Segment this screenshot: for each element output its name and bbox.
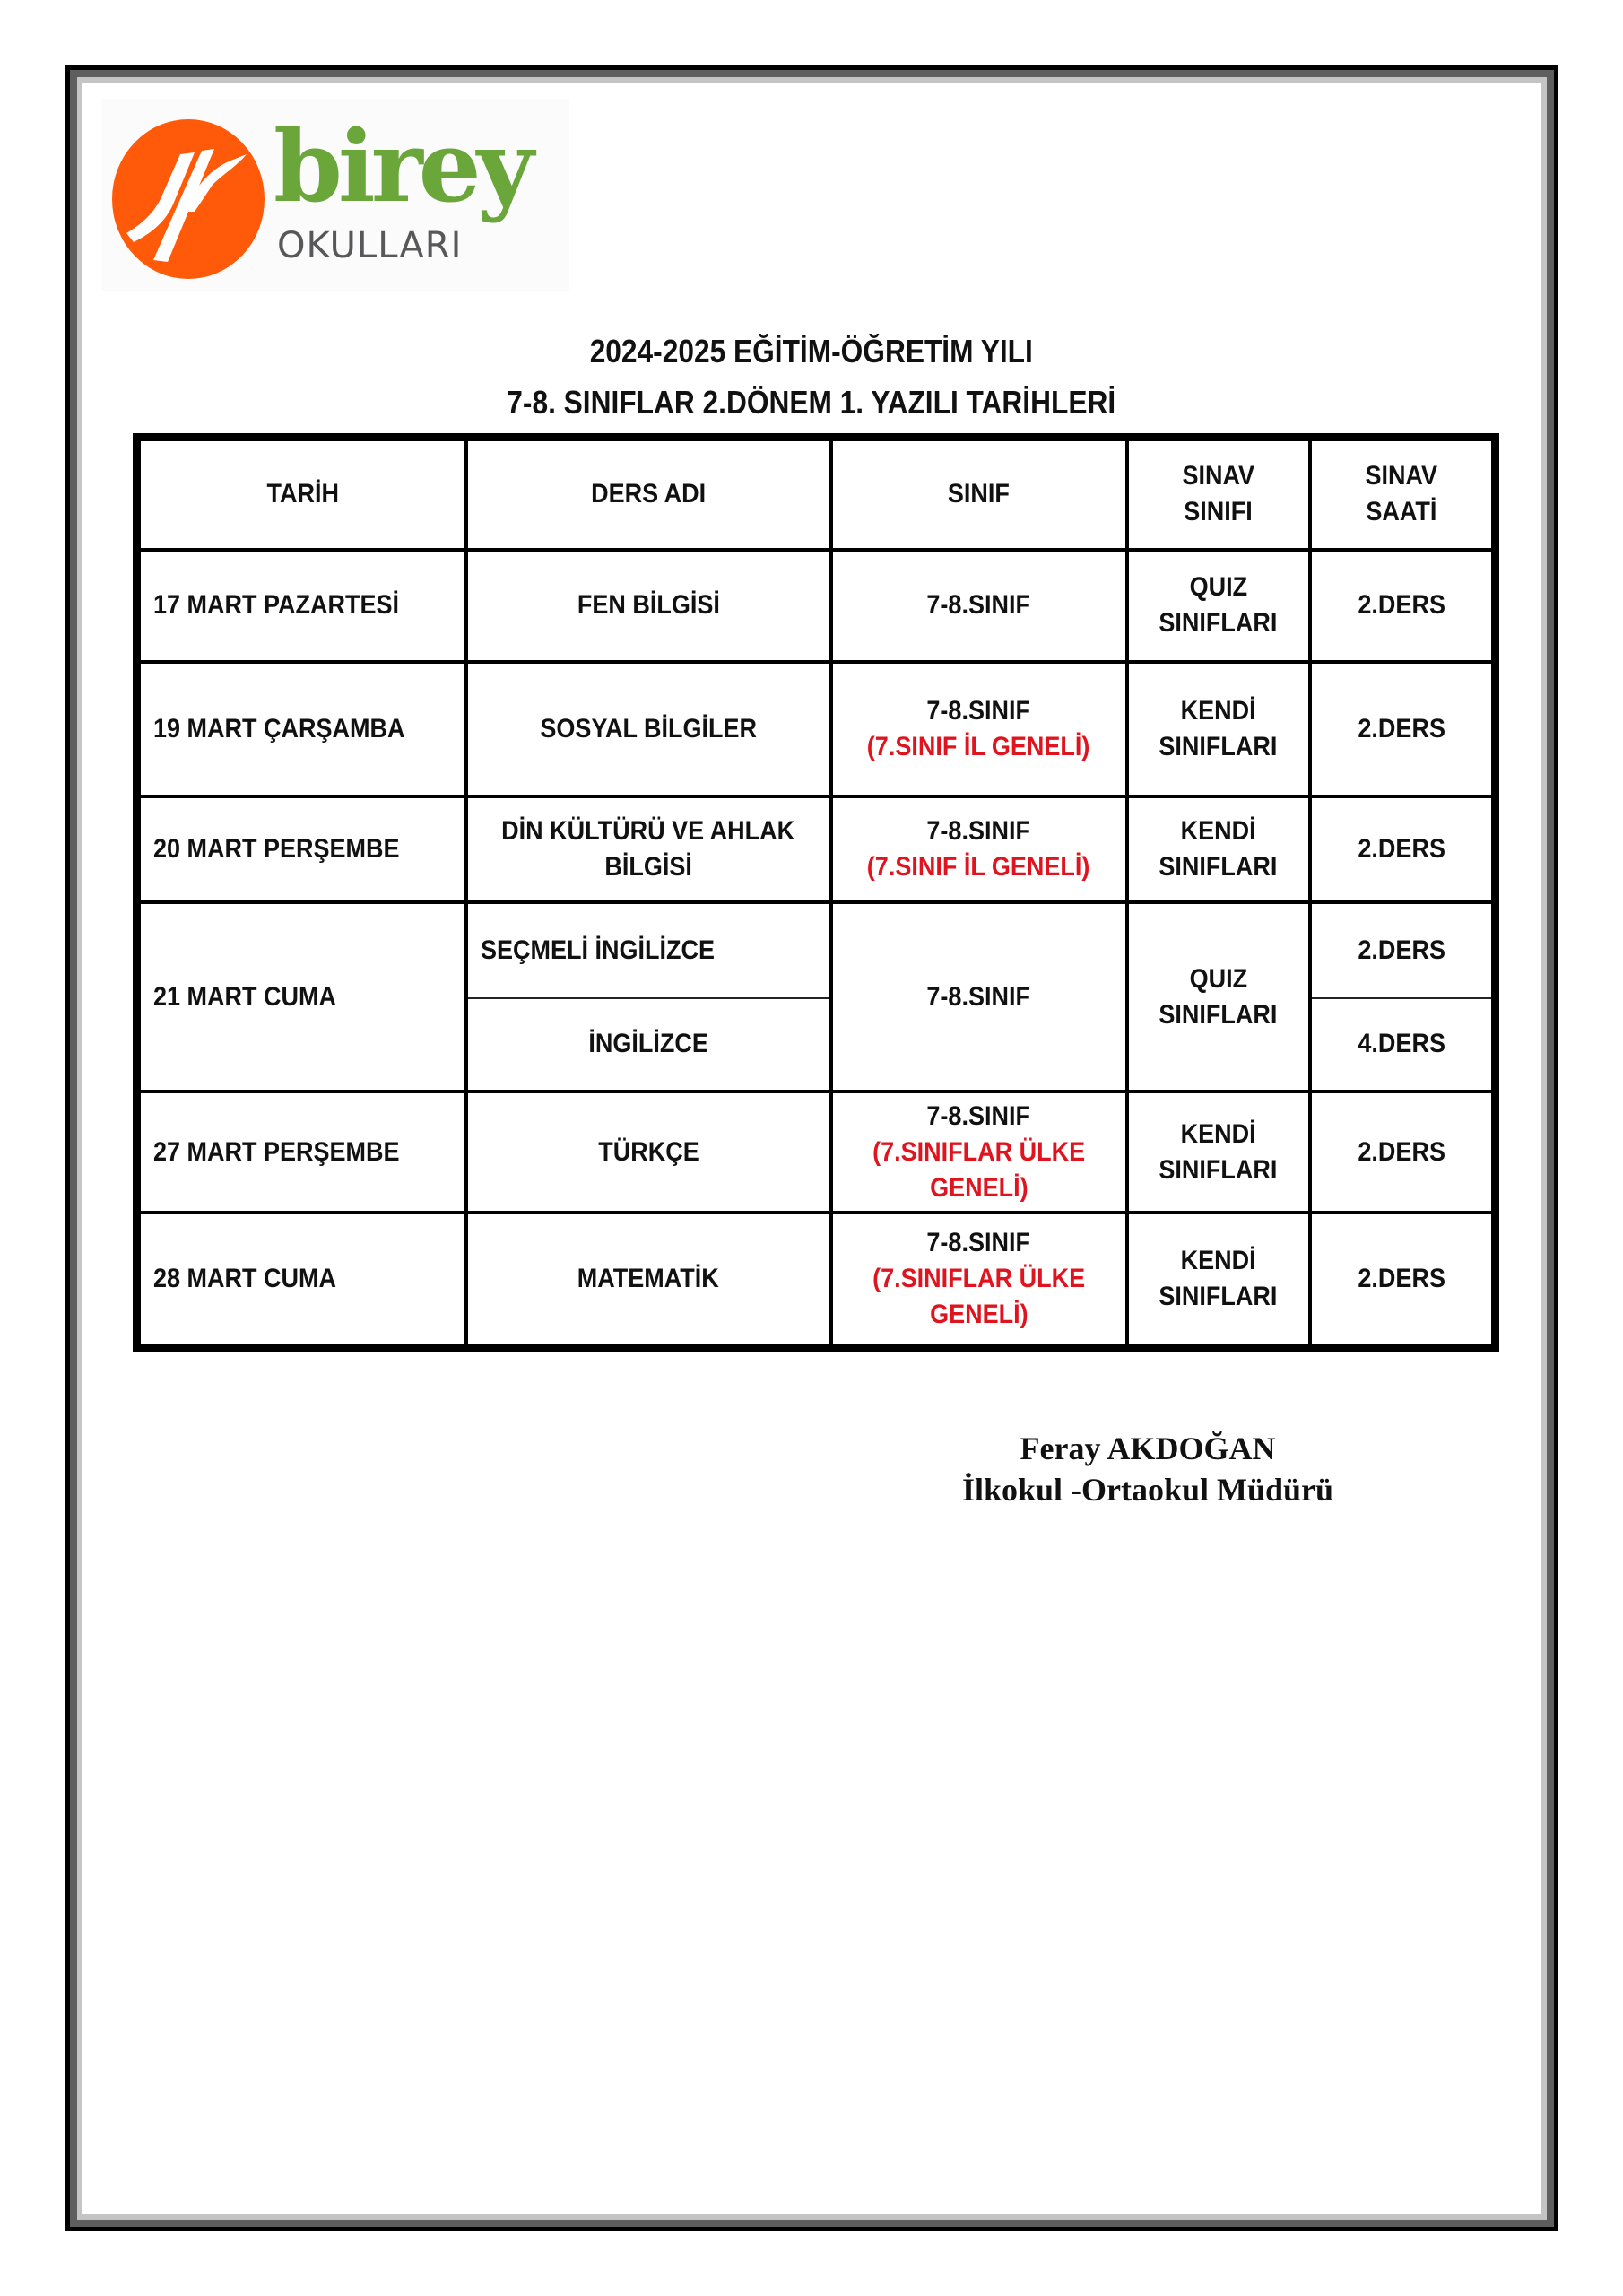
logo-subtitle: OKULLARI [277,225,463,266]
table-row [137,1213,1496,1347]
cell-course: DİN KÜLTÜRÜ VE AHLAK BİLGİSİ [466,796,831,902]
cell-exam-room: QUIZ SINIFLARI [1127,902,1310,1091]
grade-note: (7.SINIF İL GENELİ) [867,852,1090,883]
cell-date: 17 MART PAZARTESİ [137,550,466,662]
header-date: TARİH [137,438,466,550]
logo-wordmark: birey [273,109,530,224]
cell-course: TÜRKÇE [466,1091,831,1213]
table-row [137,662,1496,796]
cell-course: MATEMATİK [466,1213,831,1347]
cell-exam-time: 2.DERS [1310,902,1496,997]
header-course: DERS ADI [466,438,831,550]
grade-note: (7.SINIFLAR ÜLKE [872,1136,1086,1167]
cell-grade: 7-8.SINIF (7.SINIF İL GENELİ) [831,662,1127,796]
cell-course: İNGİLİZCE [466,998,831,1091]
cell-exam-time: 2.DERS [1310,1091,1496,1213]
signatory-name: Feray AKDOĞAN [1020,1431,1276,1466]
cell-exam-room: KENDİ SINIFLARI [1127,796,1310,902]
table-row [137,902,1496,997]
cell-grade: 7-8.SINIF (7.SINIF İL GENELİ) [831,796,1127,902]
header-exam-room: SINAV SINIFI [1127,438,1310,550]
grade-note: GENELİ) [929,1172,1028,1203]
exam-schedule-table [133,433,1499,1352]
cell-date: 20 MART PERŞEMBE [137,796,466,902]
header-exam-time: SINAV SAATİ [1310,438,1496,550]
school-logo [101,99,569,291]
table-row [137,550,1496,662]
cell-exam-time: 2.DERS [1310,796,1496,902]
cell-date: 28 MART CUMA [137,1213,466,1347]
grade-note: GENELİ) [929,1300,1028,1330]
logo-emblem-icon [101,99,276,291]
cell-grade: 7-8.SINIF (7.SINIFLAR ÜLKE GENELİ) [831,1213,1127,1347]
document-title-line-1: 2024-2025 EĞİTİM-ÖĞRETİM YILI [589,333,1034,370]
cell-exam-time: 2.DERS [1310,662,1496,796]
cell-date: 21 MART CUMA [137,902,466,1091]
table-header-row [137,438,1496,550]
table-row [137,796,1496,902]
cell-exam-room: KENDİ SINIFLARI [1127,662,1310,796]
cell-exam-room: QUIZ SINIFLARI [1127,550,1310,662]
cell-exam-time: 2.DERS [1310,1213,1496,1347]
cell-grade: 7-8.SINIF [831,550,1127,662]
header-grade: SINIF [831,438,1127,550]
cell-exam-time: 4.DERS [1310,998,1496,1091]
cell-exam-time: 2.DERS [1310,550,1496,662]
cell-date: 27 MART PERŞEMBE [137,1091,466,1213]
cell-grade: 7-8.SINIF [831,902,1127,1091]
grade-note: (7.SINIFLAR ÜLKE [872,1264,1086,1294]
cell-exam-room: KENDİ SINIFLARI [1127,1091,1310,1213]
cell-date: 19 MART ÇARŞAMBA [137,662,466,796]
cell-course: FEN BİLGİSİ [466,550,831,662]
document-title-line-2: 7-8. SINIFLAR 2.DÖNEM 1. YAZILI TARİHLERİ [507,384,1116,421]
cell-exam-room: KENDİ SINIFLARI [1127,1213,1310,1347]
cell-course: SOSYAL BİLGİLER [466,662,831,796]
signatory-role: İlkokul -Ortaokul Müdürü [961,1472,1334,1508]
cell-course-elective: SEÇMELİ İNGİLİZCE [466,902,831,997]
table-row [137,1091,1496,1213]
cell-grade: 7-8.SINIF (7.SINIFLAR ÜLKE GENELİ) [831,1091,1127,1213]
grade-note: (7.SINIF İL GENELİ) [867,732,1090,762]
